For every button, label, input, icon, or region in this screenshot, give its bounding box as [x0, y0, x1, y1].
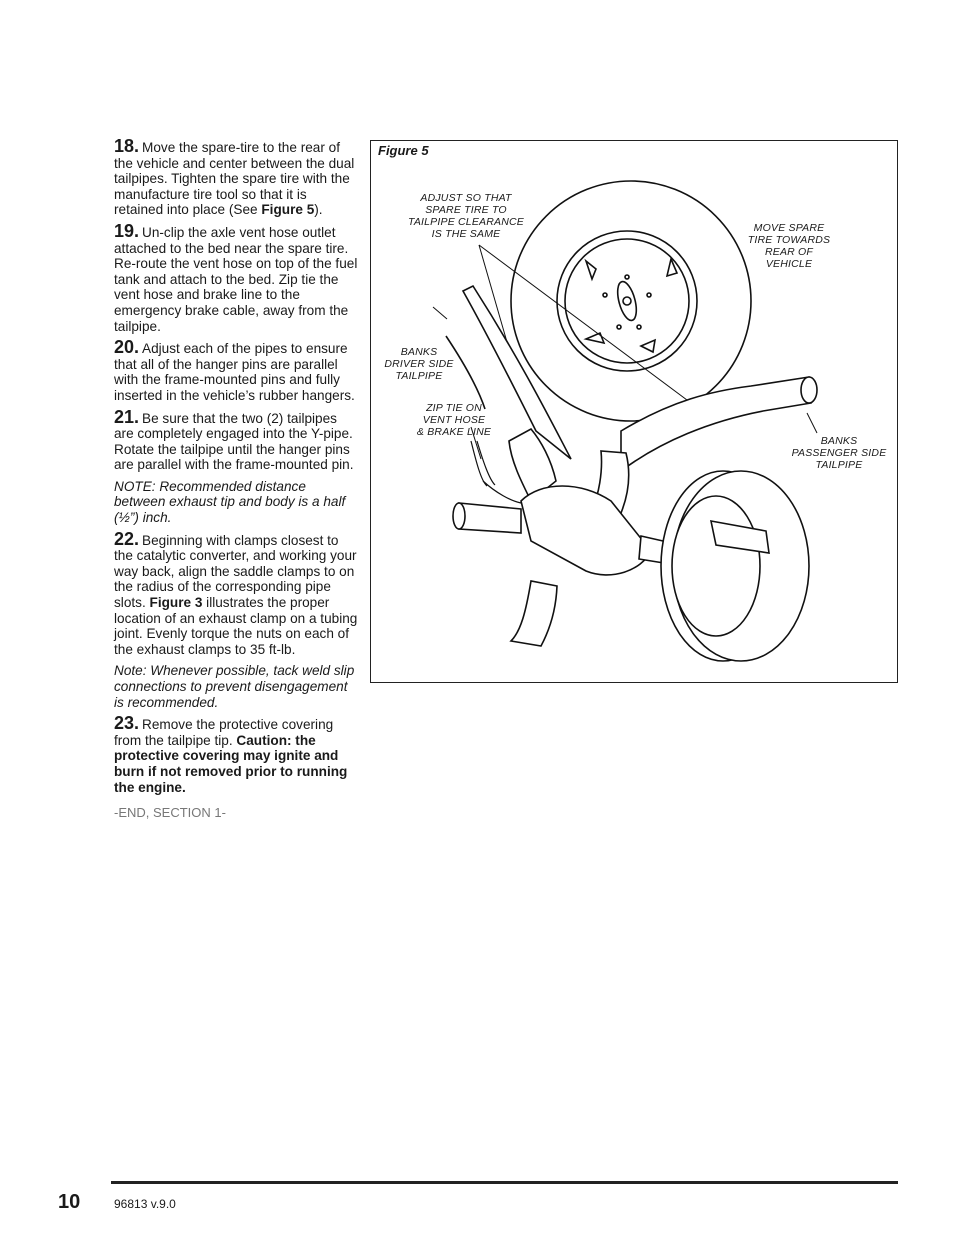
step-20: 20. Adjust each of the pipes to ensure that all of the hanger pins are parallel with the frame-mounted pins and fully inserted in the vehicle’s rubber hangers.	[114, 337, 355, 403]
figure-5-box	[370, 140, 898, 683]
page-number: 10	[58, 1191, 81, 1213]
callout-driver-tailpipe: BANKS DRIVER SIDE TAILPIPE	[384, 346, 454, 382]
callout-zip-tie: ZIP TIE ON VENT HOSE & BRAKE LINE	[416, 402, 492, 438]
step-22: 22. Beginning with clamps closest to the catalytic converter, and working your way back, align the saddle clamps to on the radius of the corresponding pipe slots. Figure 3 illustrates the proper location of an exhaust clamp on a tubing joint. Evenly torque the nuts on each of the exhaust clamps to 35 ft-lb.	[114, 528, 358, 657]
note-distance: NOTE: Recommended distance between exhaust tip and body is a half (½”) inch.	[114, 478, 346, 526]
callout-adjust-clearance: ADJUST SO THAT SPARE TIRE TO TAILPIPE CLEARANCE IS THE SAME	[407, 192, 525, 240]
step-19: 19. Un-clip the axle vent hose outlet attached to the bed near the spare tire. Re-route the vent hose on top of the fuel tank and attach to the bed. Zip tie the vent hose and brake line to the emergency brake cable, away from the tailpipe.	[114, 220, 358, 334]
caution-text: Caution: the protective covering may ignite and burn if not removed prior to running the engine.	[114, 732, 348, 795]
callout-passenger-tailpipe: BANKS PASSENGER SIDE TAILPIPE	[791, 435, 887, 471]
instructions-column	[114, 136, 358, 821]
footer-rule	[111, 1181, 898, 1184]
figure-title: Figure 5	[378, 143, 429, 158]
step-18: 18. Move the spare-tire to the rear of the vehicle and center between the dual tailpipes. Tighten the spare tire with the manufacture tire tool so that it is retained into place (See Figure 5).	[114, 136, 355, 218]
spare-tire-drawing	[511, 181, 751, 421]
note-tack-weld: Note: Whenever possible, tack weld slip connections to prevent disengagement is recommended.	[114, 663, 355, 710]
callout-move-spare: MOVE SPARE TIRE TOWARDS REAR OF VEHICLE	[747, 222, 831, 270]
figure-5-reference: Figure 5	[261, 202, 315, 218]
figure-3-reference: Figure 3	[149, 595, 203, 611]
step-21: 21. Be sure that the two (2) tailpipes are completely engaged into the Y-pipe. Rotate the tailpipe until the hanger pins are parallel with the frame-mounted pin.	[114, 406, 354, 473]
document-version: 96813 v.9.0	[114, 1197, 176, 1211]
end-of-section: -END, SECTION 1-	[114, 805, 226, 821]
step-23: 23. Remove the protective covering from the tailpipe tip. Caution: the protective covering may ignite and burn if not removed prior to running the engine.	[114, 713, 348, 795]
rear-wheel-drawing	[639, 471, 809, 661]
